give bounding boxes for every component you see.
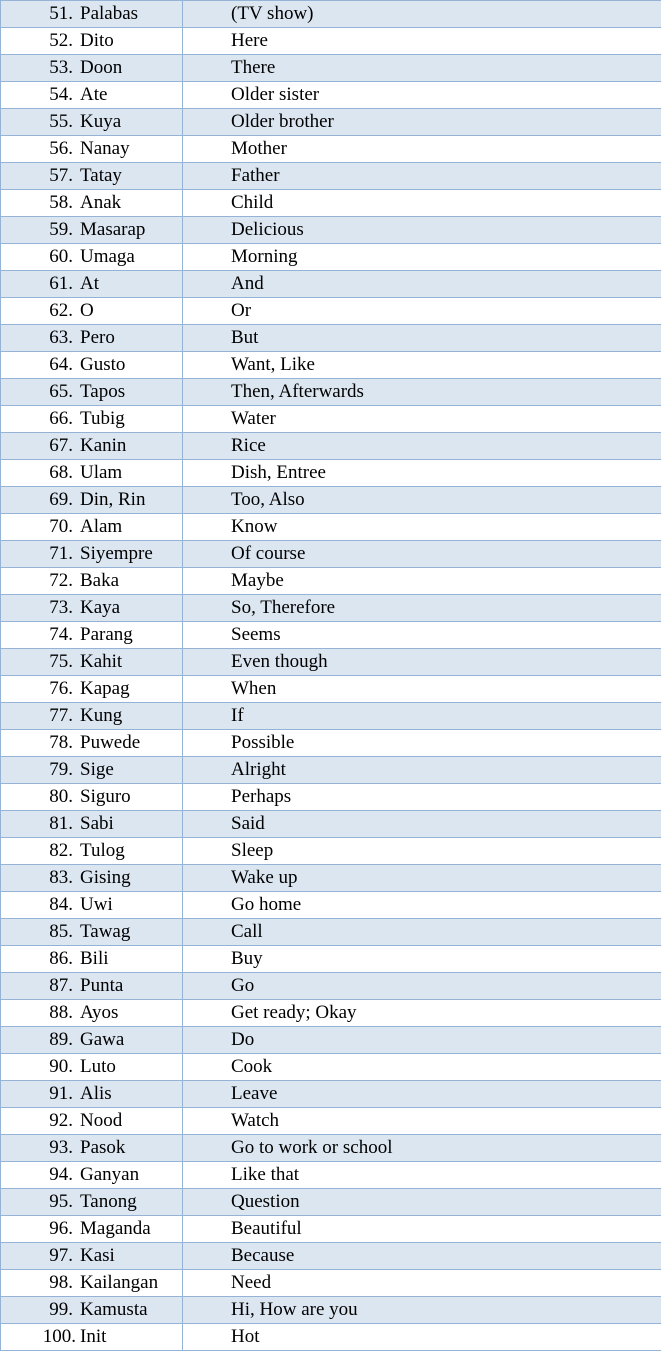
english-meaning: Like that	[183, 1162, 661, 1189]
english-meaning: Water	[183, 406, 661, 433]
table-row	[1, 109, 661, 136]
term-cell	[1, 325, 183, 352]
english-meaning: Delicious	[183, 217, 661, 244]
table-row	[1, 190, 661, 217]
term-cell	[1, 1243, 183, 1270]
row-number: 55.	[49, 111, 73, 132]
english-meaning: Buy	[183, 946, 661, 973]
tagalog-word: Ayos	[80, 1002, 119, 1023]
tagalog-word: Ganyan	[80, 1164, 140, 1185]
english-meaning: Watch	[183, 1108, 661, 1135]
tagalog-word: Sige	[80, 759, 114, 780]
term-cell	[1, 892, 183, 919]
row-number: 82.	[49, 840, 73, 861]
row-number: 66.	[49, 408, 73, 429]
table-row	[1, 325, 661, 352]
english-meaning: Go home	[183, 892, 661, 919]
table-row	[1, 1216, 661, 1243]
row-number: 83.	[49, 867, 73, 888]
tagalog-word: Tawag	[80, 921, 131, 942]
table-row	[1, 1243, 661, 1270]
row-number: 72.	[49, 570, 73, 591]
table-row	[1, 217, 661, 244]
row-number: 56.	[49, 138, 73, 159]
table-row	[1, 973, 661, 1000]
term-cell	[1, 1162, 183, 1189]
tagalog-word: Ulam	[80, 462, 123, 483]
row-number: 77.	[49, 705, 73, 726]
vocabulary-table-body	[1, 1, 661, 1351]
english-meaning: Child	[183, 190, 661, 217]
table-row	[1, 1324, 661, 1351]
row-number: 86.	[49, 948, 73, 969]
table-row	[1, 649, 661, 676]
tagalog-word: Dito	[80, 30, 114, 51]
english-meaning: Know	[183, 514, 661, 541]
row-number: 70.	[49, 516, 73, 537]
row-number: 71.	[49, 543, 73, 564]
english-meaning: Get ready; Okay	[183, 1000, 661, 1027]
term-cell	[1, 514, 183, 541]
row-number: 65.	[49, 381, 73, 402]
table-row	[1, 271, 661, 298]
table-row	[1, 1000, 661, 1027]
english-meaning: (TV show)	[183, 1, 661, 28]
table-row	[1, 622, 661, 649]
term-cell	[1, 1081, 183, 1108]
term-cell	[1, 919, 183, 946]
tagalog-word: Gusto	[80, 354, 126, 375]
table-row	[1, 82, 661, 109]
row-number: 80.	[49, 786, 73, 807]
term-cell	[1, 1189, 183, 1216]
table-row	[1, 55, 661, 82]
term-cell	[1, 433, 183, 460]
table-row	[1, 379, 661, 406]
table-row	[1, 514, 661, 541]
term-cell	[1, 1000, 183, 1027]
english-meaning: Said	[183, 811, 661, 838]
english-meaning: Call	[183, 919, 661, 946]
tagalog-word: Pero	[80, 327, 115, 348]
english-meaning: Hi, How are you	[183, 1297, 661, 1324]
term-cell	[1, 1, 183, 28]
term-cell	[1, 1027, 183, 1054]
table-row	[1, 460, 661, 487]
tagalog-word: Alis	[80, 1083, 112, 1104]
term-cell	[1, 1324, 183, 1351]
term-cell	[1, 217, 183, 244]
table-row	[1, 1027, 661, 1054]
term-cell	[1, 676, 183, 703]
tagalog-word: Puwede	[80, 732, 141, 753]
term-cell	[1, 244, 183, 271]
english-meaning: Go	[183, 973, 661, 1000]
term-cell	[1, 865, 183, 892]
term-cell	[1, 487, 183, 514]
tagalog-word: Bili	[80, 948, 109, 969]
tagalog-word: Tubig	[80, 408, 125, 429]
english-meaning: Maybe	[183, 568, 661, 595]
term-cell	[1, 1297, 183, 1324]
row-number: 74.	[49, 624, 73, 645]
tagalog-word: Din, Rin	[80, 489, 146, 510]
term-cell	[1, 28, 183, 55]
english-meaning: Hot	[183, 1324, 661, 1351]
tagalog-word: Alam	[80, 516, 123, 537]
english-meaning: Father	[183, 163, 661, 190]
table-row	[1, 1270, 661, 1297]
row-number: 57.	[49, 165, 73, 186]
english-meaning: Perhaps	[183, 784, 661, 811]
english-meaning: Because	[183, 1243, 661, 1270]
row-number: 68.	[49, 462, 73, 483]
row-number: 79.	[49, 759, 73, 780]
term-cell	[1, 730, 183, 757]
row-number: 84.	[49, 894, 73, 915]
table-row	[1, 595, 661, 622]
tagalog-word: Baka	[80, 570, 120, 591]
english-meaning: Of course	[183, 541, 661, 568]
tagalog-word: Uwi	[80, 894, 113, 915]
row-number: 81.	[49, 813, 73, 834]
row-number: 93.	[49, 1137, 73, 1158]
english-meaning: Alright	[183, 757, 661, 784]
row-number: 99.	[49, 1299, 73, 1320]
table-row	[1, 784, 661, 811]
term-cell	[1, 109, 183, 136]
term-cell	[1, 1108, 183, 1135]
table-row	[1, 1135, 661, 1162]
table-row	[1, 730, 661, 757]
english-meaning: Too, Also	[183, 487, 661, 514]
term-cell	[1, 190, 183, 217]
table-row	[1, 1297, 661, 1324]
row-number: 100.	[42, 1326, 76, 1347]
tagalog-word: Kamusta	[80, 1299, 148, 1320]
tagalog-word: Tapos	[80, 381, 126, 402]
english-meaning: Then, Afterwards	[183, 379, 661, 406]
row-number: 58.	[49, 192, 73, 213]
table-row	[1, 1081, 661, 1108]
tagalog-word: Ate	[80, 84, 108, 105]
term-cell	[1, 460, 183, 487]
english-meaning: Or	[183, 298, 661, 325]
row-number: 59.	[49, 219, 73, 240]
row-number: 63.	[49, 327, 73, 348]
table-row	[1, 919, 661, 946]
term-cell	[1, 1135, 183, 1162]
tagalog-word: Luto	[80, 1056, 116, 1077]
tagalog-word: Tatay	[80, 165, 122, 186]
tagalog-word: Kanin	[80, 435, 127, 456]
tagalog-word: Gising	[80, 867, 131, 888]
row-number: 75.	[49, 651, 73, 672]
english-meaning: Go to work or school	[183, 1135, 661, 1162]
english-meaning: Question	[183, 1189, 661, 1216]
row-number: 54.	[49, 84, 73, 105]
tagalog-word: O	[80, 300, 94, 321]
table-row	[1, 1108, 661, 1135]
table-row	[1, 541, 661, 568]
english-meaning: Need	[183, 1270, 661, 1297]
row-number: 90.	[49, 1056, 73, 1077]
row-number: 89.	[49, 1029, 73, 1050]
english-meaning: Do	[183, 1027, 661, 1054]
english-meaning: Wake up	[183, 865, 661, 892]
term-cell	[1, 757, 183, 784]
term-cell	[1, 406, 183, 433]
row-number: 95.	[49, 1191, 73, 1212]
english-meaning: Cook	[183, 1054, 661, 1081]
tagalog-word: Anak	[80, 192, 122, 213]
tagalog-word: Sabi	[80, 813, 114, 834]
term-cell	[1, 595, 183, 622]
table-row	[1, 946, 661, 973]
row-number: 94.	[49, 1164, 73, 1185]
table-row	[1, 838, 661, 865]
row-number: 78.	[49, 732, 73, 753]
tagalog-word: Kailangan	[80, 1272, 159, 1293]
term-cell	[1, 1216, 183, 1243]
table-row	[1, 28, 661, 55]
english-meaning: But	[183, 325, 661, 352]
row-number: 97.	[49, 1245, 73, 1266]
tagalog-word: Tanong	[80, 1191, 137, 1212]
term-cell	[1, 352, 183, 379]
english-meaning: Want, Like	[183, 352, 661, 379]
term-cell	[1, 811, 183, 838]
tagalog-word: Doon	[80, 57, 123, 78]
table-row	[1, 757, 661, 784]
row-number: 91.	[49, 1083, 73, 1104]
row-number: 52.	[49, 30, 73, 51]
english-meaning: There	[183, 55, 661, 82]
tagalog-word: Kahit	[80, 651, 123, 672]
row-number: 60.	[49, 246, 73, 267]
term-cell	[1, 271, 183, 298]
english-meaning: Older brother	[183, 109, 661, 136]
row-number: 92.	[49, 1110, 73, 1131]
tagalog-word: Palabas	[80, 3, 139, 24]
english-meaning: Morning	[183, 244, 661, 271]
term-cell	[1, 568, 183, 595]
table-row	[1, 1189, 661, 1216]
tagalog-word: Siyempre	[80, 543, 153, 564]
term-cell	[1, 1270, 183, 1297]
tagalog-word: Tulog	[80, 840, 125, 861]
row-number: 96.	[49, 1218, 73, 1239]
table-row	[1, 1, 661, 28]
row-number: 76.	[49, 678, 73, 699]
english-meaning: Mother	[183, 136, 661, 163]
tagalog-word: At	[80, 273, 99, 294]
row-number: 53.	[49, 57, 73, 78]
row-number: 73.	[49, 597, 73, 618]
table-row	[1, 136, 661, 163]
table-row	[1, 703, 661, 730]
term-cell	[1, 379, 183, 406]
term-cell	[1, 784, 183, 811]
tagalog-word: Kapag	[80, 678, 130, 699]
table-row	[1, 676, 661, 703]
table-row	[1, 1162, 661, 1189]
table-row	[1, 298, 661, 325]
tagalog-word: Init	[80, 1326, 107, 1347]
term-cell	[1, 55, 183, 82]
english-meaning: When	[183, 676, 661, 703]
row-number: 98.	[49, 1272, 73, 1293]
tagalog-word: Kasi	[80, 1245, 115, 1266]
tagalog-word: Maganda	[80, 1218, 151, 1239]
table-row	[1, 352, 661, 379]
row-number: 62.	[49, 300, 73, 321]
row-number: 67.	[49, 435, 73, 456]
english-meaning: Dish, Entree	[183, 460, 661, 487]
tagalog-word: Nood	[80, 1110, 123, 1131]
table-row	[1, 244, 661, 271]
row-number: 88.	[49, 1002, 73, 1023]
term-cell	[1, 703, 183, 730]
table-row	[1, 163, 661, 190]
english-meaning: Rice	[183, 433, 661, 460]
table-row	[1, 1054, 661, 1081]
term-cell	[1, 649, 183, 676]
english-meaning: Older sister	[183, 82, 661, 109]
term-cell	[1, 541, 183, 568]
tagalog-word: Umaga	[80, 246, 135, 267]
row-number: 61.	[49, 273, 73, 294]
english-meaning: Sleep	[183, 838, 661, 865]
table-row	[1, 865, 661, 892]
term-cell	[1, 973, 183, 1000]
english-meaning: Here	[183, 28, 661, 55]
tagalog-word: Gawa	[80, 1029, 125, 1050]
table-row	[1, 568, 661, 595]
table-row	[1, 487, 661, 514]
table-row	[1, 433, 661, 460]
english-meaning: If	[183, 703, 661, 730]
table-row	[1, 811, 661, 838]
row-number: 51.	[49, 3, 73, 24]
tagalog-word: Punta	[80, 975, 124, 996]
english-meaning: Beautiful	[183, 1216, 661, 1243]
tagalog-word: Kung	[80, 705, 123, 726]
term-cell	[1, 1054, 183, 1081]
tagalog-word: Pasok	[80, 1137, 126, 1158]
term-cell	[1, 622, 183, 649]
english-meaning: Seems	[183, 622, 661, 649]
tagalog-word: Nanay	[80, 138, 130, 159]
term-cell	[1, 82, 183, 109]
table-row	[1, 892, 661, 919]
row-number: 87.	[49, 975, 73, 996]
term-cell	[1, 163, 183, 190]
row-number: 69.	[49, 489, 73, 510]
term-cell	[1, 838, 183, 865]
tagalog-word: Siguro	[80, 786, 131, 807]
english-meaning: So, Therefore	[183, 595, 661, 622]
english-meaning: Leave	[183, 1081, 661, 1108]
english-meaning: And	[183, 271, 661, 298]
tagalog-word: Parang	[80, 624, 133, 645]
english-meaning: Even though	[183, 649, 661, 676]
tagalog-word: Kuya	[80, 111, 122, 132]
row-number: 64.	[49, 354, 73, 375]
tagalog-word: Kaya	[80, 597, 121, 618]
term-cell	[1, 946, 183, 973]
term-cell	[1, 298, 183, 325]
english-meaning: Possible	[183, 730, 661, 757]
row-number: 85.	[49, 921, 73, 942]
tagalog-word: Masarap	[80, 219, 146, 240]
term-cell	[1, 136, 183, 163]
table-row	[1, 406, 661, 433]
